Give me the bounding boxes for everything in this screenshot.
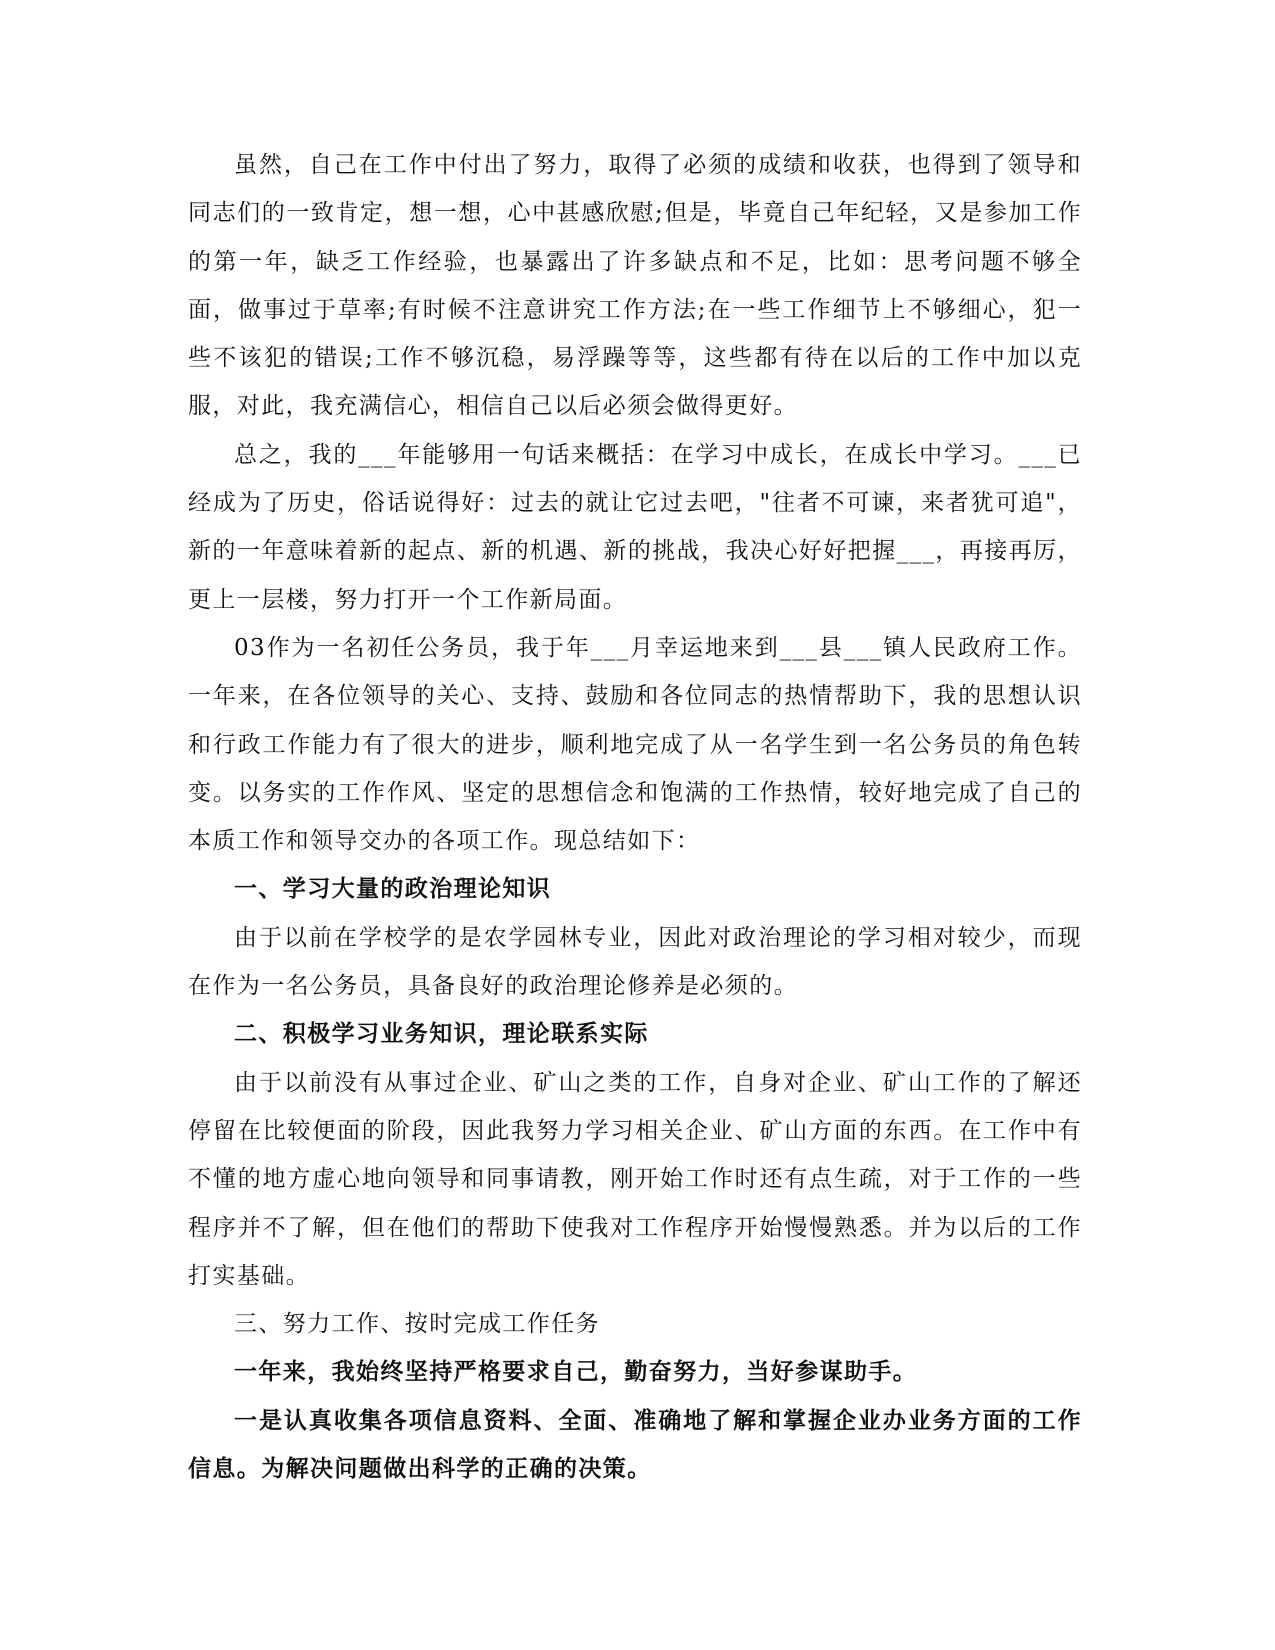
paragraph-section-1: 由于以前在学校学的是农学园林专业，因此对政治理论的学习相对较少，而现在作为一名公务员，具备良好的政治理论修养是必须的。 — [188, 924, 1082, 1000]
paragraph-summary: 总之，我的___年能够用一句话来概括：在学习中成长，在成长中学习。___已经成为了历史，俗话说得好：过去的就让它过去吧，"往者不可谏，来者犹可追"，新的一年意味着新的起点、新的机遇、新的挑战，我决心好好把握___，再接再厉，更上一层楼，努力打开一个工作新局面。 — [188, 441, 1082, 613]
paragraph-section-2: 由于以前没有从事过企业、矿山之类的工作，自身对企业、矿山工作的了解还停留在比较便面的阶段，因此我努力学习相关企业、矿山方面的东西。在工作中有不懂的地方虚心地向领导和同事请教，刚开始工作时还有点生疏，对于工作的一些程序并不了解，但在他们的帮助下使我对工作程序开始慢慢熟悉。并为以后的工作打实基础。 — [188, 1069, 1082, 1289]
heading-section-2: 二、积极学习业务知识，理论联系实际 — [234, 1020, 649, 1048]
paragraph-section-3-lead: 一年来，我始终坚持严格要求自己，勤奋努力，当好参谋助手。 — [234, 1358, 918, 1386]
paragraph-section-3-point-1: 一是认真收集各项信息资料、全面、准确地了解和掌握企业办业务方面的工作信息。为解决问题做出科学的正确的决策。 — [188, 1406, 1082, 1483]
paragraph-shortcomings: 虽然，自己在工作中付出了努力，取得了必须的成绩和收获，也得到了领导和同志们的一致肯定，想一想，心中甚感欣慰;但是，毕竟自己年纪轻，又是参加工作的第一年，缺乏工作经验，也暴露出了许多缺点和不足，比如：思考问题不够全面，做事过于草率;有时候不注意讲究工作方法;在一些工作细节上不够细心，犯一些不该犯的错误;工作不够沉稳，易浮躁等等，这些都有待在以后的工作中加以克服，对此，我充满信心，相信自己以后必须会做得更好。 — [188, 152, 1082, 420]
paragraph-introduction: 03作为一名初任公务员，我于年___月幸运地来到___县___镇人民政府工作。一年来，在各位领导的关心、支持、鼓励和各位同志的热情帮助下，我的思想认识和行政工作能力有了很大的进步，顺利地完成了从一名学生到一名公务员的角色转变。以务实的工作作风、坚定的思想信念和饱满的工作热情，较好地完成了自己的本质工作和领导交办的各项工作。现总结如下： — [188, 634, 1082, 855]
document-body — [188, 141, 1082, 1493]
heading-section-3: 三、努力工作、按时完成工作任务 — [234, 1311, 600, 1338]
heading-section-1: 一、学习大量的政治理论知识 — [234, 875, 552, 903]
